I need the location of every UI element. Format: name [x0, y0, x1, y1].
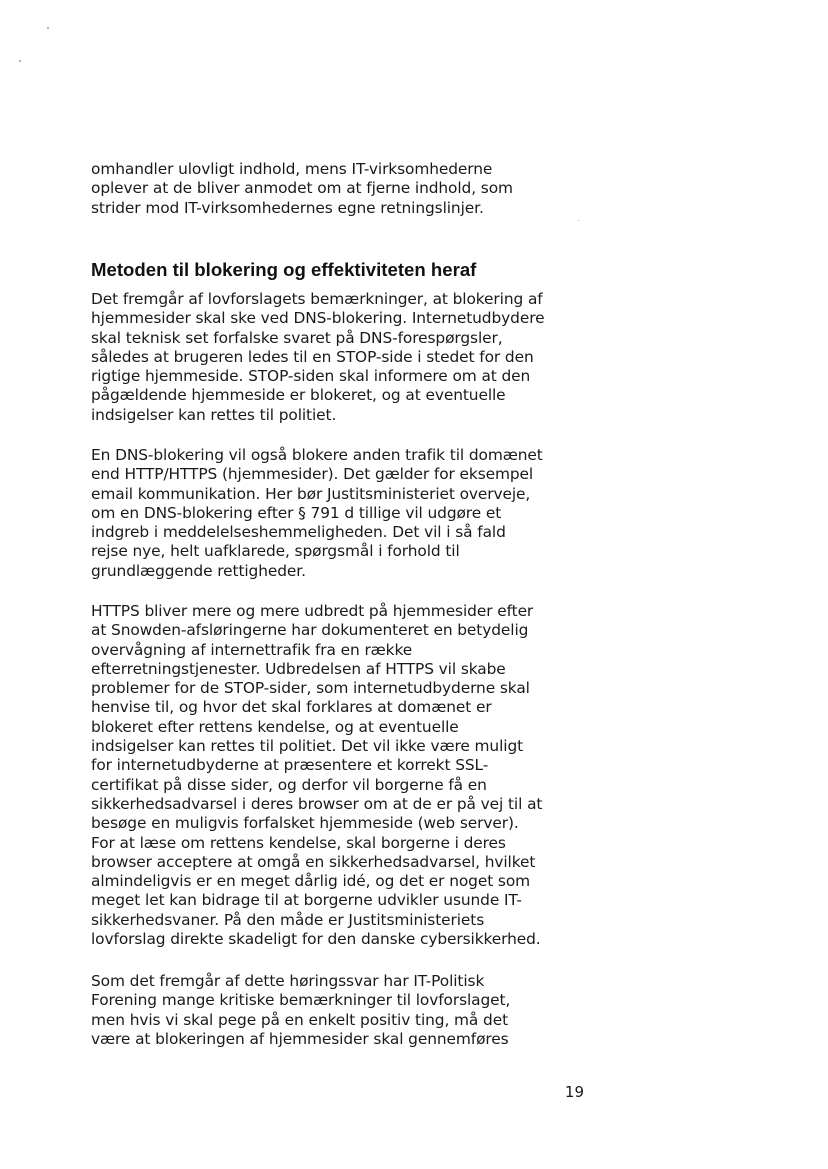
page-number: 19 — [564, 1083, 584, 1101]
text-line: omhandler ulovligt indhold, mens IT-virksomhederne — [91, 160, 493, 178]
text-line: Forening mange kritiske bemærkninger til lovforslaget, — [91, 991, 511, 1010]
paragraph-dns-blocking-method — [91, 290, 601, 425]
paragraph-continued — [91, 160, 601, 218]
text-line: være at blokeringen af hjemmesider skal gennemføres — [91, 1029, 509, 1048]
text-line: henvise til, og hvor det skal forklares at domænet er — [91, 698, 492, 717]
text-line: For at læse om rettens kendelse, skal borgerne i deres — [91, 833, 506, 852]
text-line: HTTPS bliver mere og mere udbredt på hjemmesider efter — [91, 602, 534, 620]
text-line: browser acceptere at omgå en sikkerhedsadvarsel, hvilket — [91, 852, 536, 871]
text-line: indsigelser kan rettes til politiet. — [91, 405, 337, 424]
text-line: En DNS-blokering vil også blokere anden trafik til domænet — [91, 446, 543, 464]
text-line: strider mod IT-virksomhedernes egne retningslinjer. — [91, 198, 484, 217]
text-line: meget let kan bidrage til at borgerne udvikler usunde IT- — [91, 891, 522, 910]
text-line: end HTTP/HTTPS (hjemmesider). Det gælder for eksempel — [91, 465, 534, 484]
text-line: Det fremgår af lovforslagets bemærkninger, at blokering af — [91, 290, 543, 308]
text-line: pågældende hjemmeside er blokeret, og at eventuelle — [91, 386, 506, 405]
text-line: efterretningstjenester. Udbredelsen af HTTPS vil skabe — [91, 659, 506, 678]
scan-speck — [19, 60, 21, 62]
scan-speck — [578, 220, 579, 221]
text-line: rigtige hjemmeside. STOP-siden skal informere om at den — [91, 367, 531, 386]
text-line: problemer for de STOP-sider, som internetudbyderne skal — [91, 679, 530, 698]
text-line: sikkerhedsadvarsel i deres browser om at de er på vej til at — [91, 794, 543, 813]
text-line: rejse nye, helt uafklarede, spørgsmål i forhold til — [91, 542, 460, 561]
section-heading: Metoden til blokering og effektiviteten heraf — [91, 259, 477, 280]
text-line: at Snowden-afsløringerne har dokumenteret en betydelig — [91, 621, 529, 640]
text-line: indsigelser kan rettes til politiet. Det vil ikke være muligt — [91, 737, 524, 756]
text-line: blokeret efter rettens kendelse, og at eventuelle — [91, 717, 459, 736]
text-line: almindeligvis er en meget dårlig idé, og det er noget som — [91, 872, 531, 891]
text-line: hjemmesider skal ske ved DNS-blokering. Internetudbydere — [91, 309, 545, 328]
text-line: overvågning af internettrafik fra en række — [91, 640, 413, 659]
scan-speck — [47, 27, 49, 29]
text-line: Som det fremgår af dette høringssvar har IT-Politisk — [91, 972, 485, 990]
text-line: således at brugeren ledes til en STOP-side i stedet for den — [91, 347, 534, 366]
paragraph-https — [91, 602, 601, 949]
text-line: skal teknisk set forfalske svaret på DNS-forespørgsler, — [91, 328, 503, 347]
text-line: besøge en muligvis forfalsket hjemmeside (web server). — [91, 814, 519, 833]
text-line: email kommunikation. Her bør Justitsministeriet overveje, — [91, 484, 531, 503]
text-line: men hvis vi skal pege på en enkelt positiv ting, må det — [91, 1010, 509, 1029]
text-line: lovforslag direkte skadeligt for den danske cybersikkerhed. — [91, 930, 541, 949]
paragraph-conclusion — [91, 972, 601, 1049]
text-line: for internetudbyderne at præsentere et korrekt SSL- — [91, 756, 489, 775]
text-line: oplever at de bliver anmodet om at fjerne indhold, som — [91, 179, 513, 198]
text-line: indgreb i meddelelseshemmeligheden. Det vil i så fald — [91, 523, 506, 542]
text-line: sikkerhedsvaner. På den måde er Justitsministeriets — [91, 910, 485, 929]
text-line: grundlæggende rettigheder. — [91, 561, 306, 580]
text-line: om en DNS-blokering efter § 791 d tillige vil udgøre et — [91, 503, 502, 522]
text-line: certifikat på disse sider, og derfor vil borgerne få en — [91, 775, 487, 794]
paragraph-dns-other-traffic — [91, 446, 601, 581]
